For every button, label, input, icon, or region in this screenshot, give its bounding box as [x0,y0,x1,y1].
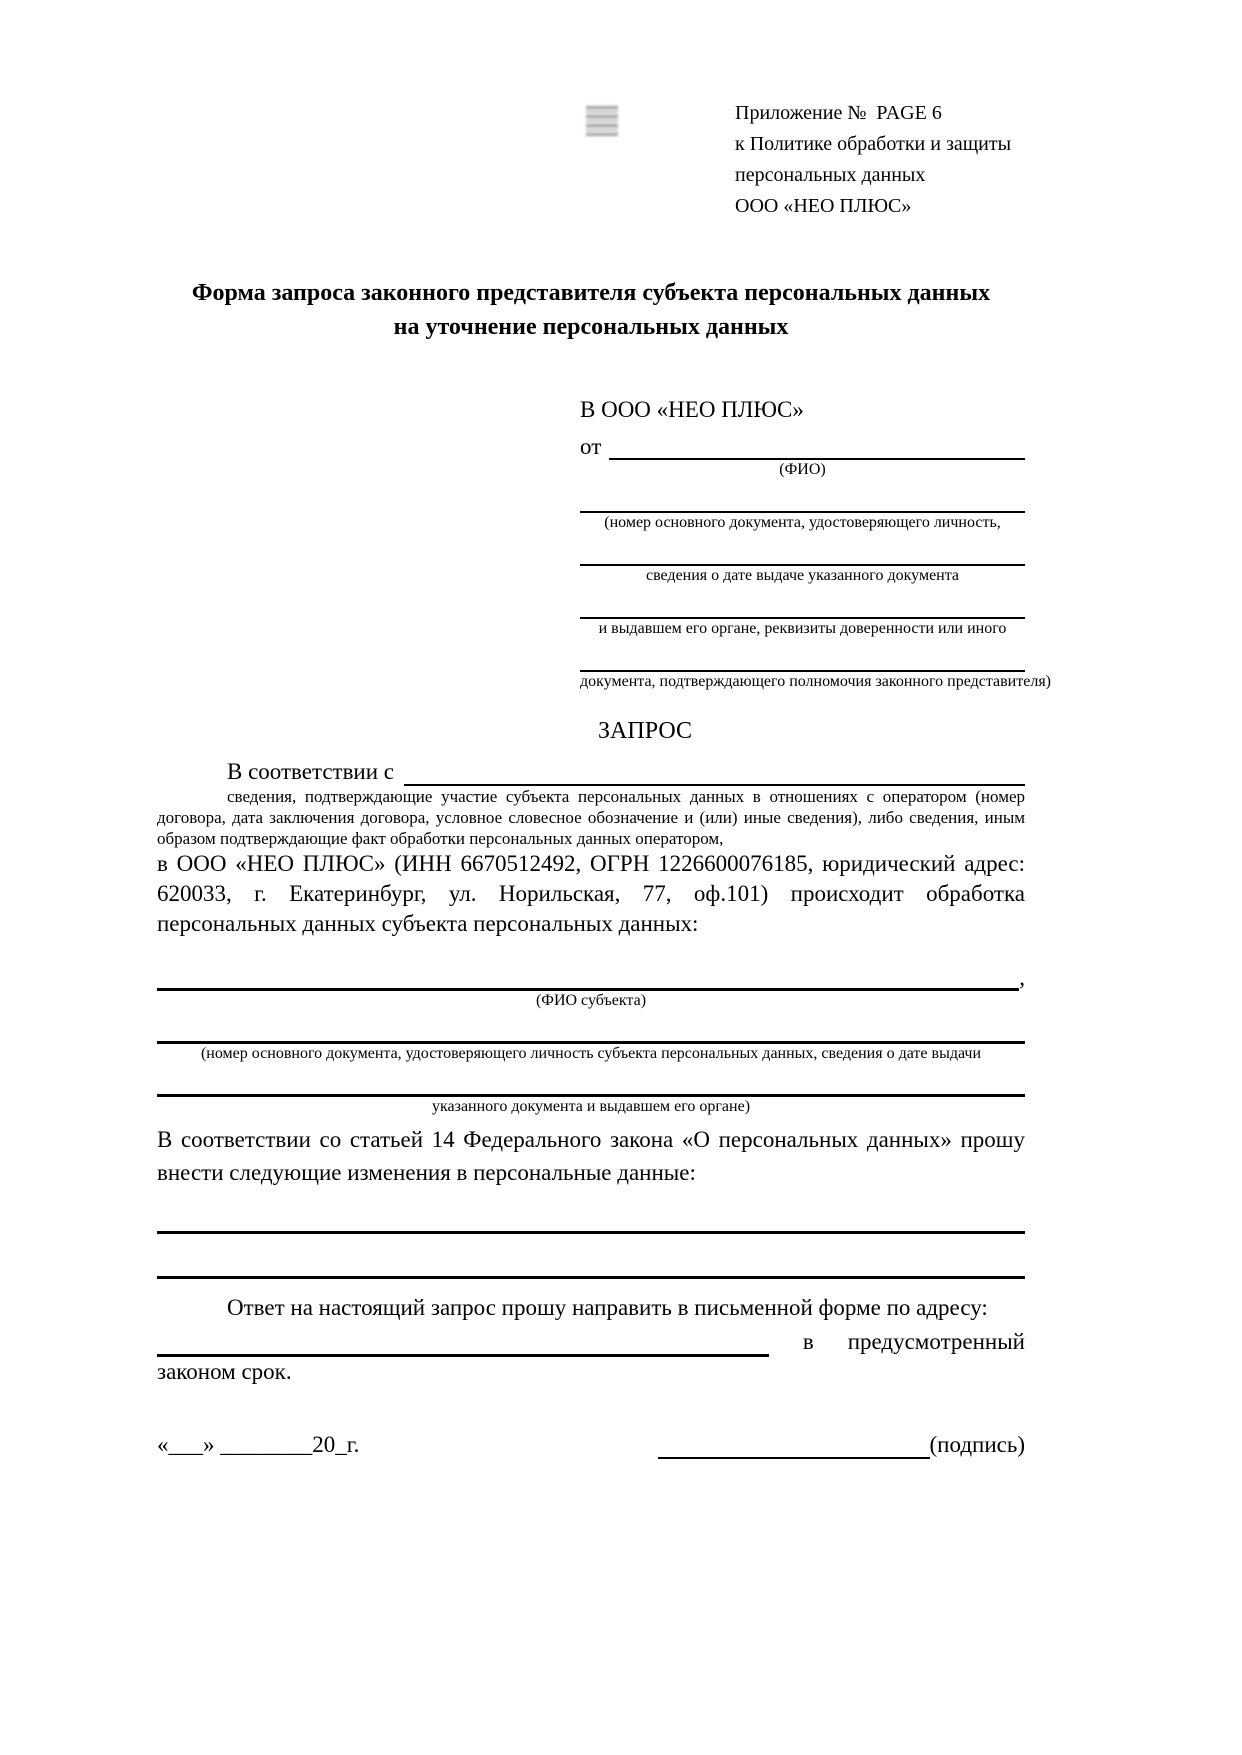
document-title [157,276,1025,344]
representative-doc-caption-1: (номер основного документа, удостоверяющего личность, [604,514,1001,531]
appendix-line: ООО «НЕО ПЛЮС» [735,195,912,217]
representative-doc-caption-3: и выдавшем его органе, реквизиты доверенности или иного [598,620,1007,637]
subject-doc-caption-2: указанного документа и выдавшем его органе) [431,1098,751,1115]
subject-doc-blank-line-1[interactable] [157,1011,1025,1044]
signature-caption: (подпись) [929,1432,1025,1457]
basis-field [157,758,1025,786]
from-field [580,433,1025,460]
changes-blank-line-1[interactable] [157,1189,1025,1234]
signature-row [157,1431,1025,1459]
addressee-company: В ООО «НЕО ПЛЮС» [580,397,804,422]
date-field[interactable]: «___» ________20_г. [157,1432,360,1457]
representative-doc-caption-2: сведения о дате выдаче указанного документа [645,567,960,584]
basis-label: В соответствии с [227,759,395,784]
basis-footnote: сведения, подтверждающие участие субъекта персональных данных в отношениях с оператором (номер договора, дата заключения договора, условное словесное обозначение и (или) иные сведения), либо сведения, иным образом подтверждающие факт обработки персональных данных оператором, [157,787,1025,848]
addressee-block [580,396,1051,692]
reply-address-paragraph: Ответ на настоящий запрос прошу направить в письменной форме по адресу: [227,1295,988,1320]
subject-fio-caption: (ФИО субъекта) [535,992,647,1009]
title-line-2: на уточнение персональных данных [393,314,789,340]
representative-doc-blank-line-3[interactable] [580,586,1025,619]
appendix-line: персональных данных [735,164,926,186]
subject-doc-caption-1: (номер основного документа, удостоверяющего личность субъекта персональных данных, сведения о дате выдачи [200,1045,982,1062]
representative-doc-blank-line-2[interactable] [580,533,1025,566]
appendix-line: Приложение № PAGE 6 [735,102,942,124]
changes-blank-line-2[interactable] [157,1234,1025,1279]
representative-doc-blank-line-1[interactable] [580,480,1025,513]
from-label: от [580,434,602,459]
signature-blank-line[interactable] [658,1456,930,1459]
signature-group [658,1431,1025,1459]
representative-doc-caption-4: документа, подтверждающего полномочия законного представителя) [580,673,1051,690]
trailing-comma: , [1019,965,1025,990]
appendix-header [735,98,1035,222]
operator-paragraph: в ООО «НЕО ПЛЮС» (ИНН 6670512492, ОГРН 1226600076185, юридический адрес: 620033, г. Екатеринбург, ул. Норильская, 77, оф.101) происходит обработка персональных данных субъекта персональных данных: [157,851,1025,936]
representative-doc-blank-line-4[interactable] [580,639,1025,672]
title-line-1: Форма запроса законного представителя субъекта персональных данных [191,280,991,306]
reply-term-text: законом срок. [157,1359,292,1384]
reply-address-field [157,1327,1025,1357]
subject-fio-field [157,965,1025,991]
reply-tail-word-2: предусмотренный [847,1329,1025,1354]
reply-tail-word-1: в [802,1329,814,1354]
amendment-request-paragraph: В соответствии со статьей 14 Федерального закона «О персональных данных» прошу внести следующие изменения в персональные данные: [157,1127,1025,1185]
appendix-line: к Политике обработки и защиты [735,133,1012,155]
document-content [157,0,1051,1459]
request-heading: ЗАПРОС [598,718,692,744]
fio-caption: (ФИО) [779,461,826,478]
subject-doc-blank-line-2[interactable] [157,1064,1025,1097]
